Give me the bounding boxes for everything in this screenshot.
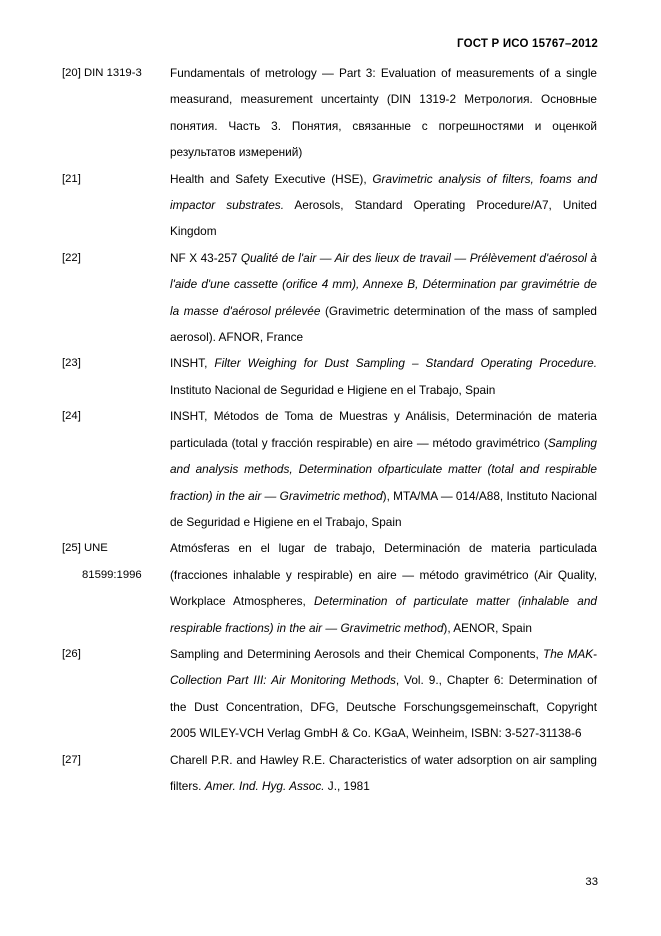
- page-header-standard-number: ГОСТ Р ИСО 15767–2012: [457, 38, 598, 50]
- entry-text: Atmósferas en el lugar de trabajo, Determinación de materia particulada (fracciones inhalable y respirable) en aire — método gravimétrico (Air Quality, Workplace Atmospheres, Determination of particulate matter (inhalable and respirable fractions) in the air — Gravimetric method), AENOR, Spain: [170, 541, 597, 635]
- entry-text: Health and Safety Executive (HSE), Gravimetric analysis of filters, foams and impactor substrates. Aerosols, Standard Operating Procedure/A7, United Kingdom: [170, 171, 597, 239]
- entry-text: INSHT, Métodos de Toma de Muestras y Análisis, Determinación de materia particulada (total y fracción respirable) en aire — método gravimétrico (Sampling and analysis methods, Determination ofparticulate matter (total and respirable fraction) in the air — Gravimetric method), MTA/MA — 014/A88, Instituto Nacional de Seguridad e Higiene en el Trabajo, Spain: [170, 409, 597, 529]
- entry-reference-line: [23]: [62, 357, 81, 370]
- entry-reference-line: [26]: [62, 647, 81, 660]
- entry-reference-line: [21]: [62, 172, 81, 185]
- entry-reference-number: [62, 60, 170, 86]
- entry-text: NF X 43-257 Qualité de l'air — Air des lieux de travail — Prélèvement d'aérosol à l'aide d'une cassette (orifice 4 mm), Annexe B, Détermination par gravimétrie de la masse d'aérosol prélevée (Gravimetric determination of the mass of sampled aerosol). AFNOR, France: [170, 250, 597, 345]
- entry-reference-number: [62, 747, 170, 773]
- entry-reference-number: [62, 350, 170, 376]
- entry-text: INSHT, Filter Weighing for Dust Sampling – Standard Operating Procedure. Instituto Nacional de Seguridad e Higiene en el Trabajo, Spain: [170, 356, 598, 397]
- bibliography-entry: [62, 641, 597, 747]
- entry-text: Fundamentals of metrology — Part 3: Evaluation of measurements of a single measurand, measurement uncertainty (DIN 1319-2 Метрология. Основные понятия. Часть 3. Понятия, связанные с погрешностями и оценкой результатов измерений): [170, 66, 597, 160]
- entry-text: Charell P.R. and Hawley R.E. Characteristics of water adsorption on air sampling filters. Amer. Ind. Hyg. Assoc. J., 1981: [170, 752, 597, 793]
- bibliography-entry: [62, 245, 597, 351]
- entry-reference-number: [62, 245, 170, 271]
- bibliography-entry: [62, 747, 597, 800]
- bibliography-entry: [62, 350, 597, 403]
- entry-reference-number: [62, 641, 170, 667]
- entry-reference-line: [24]: [62, 410, 81, 423]
- entry-reference-line: [27]: [62, 753, 81, 766]
- entry-reference-number: [62, 535, 170, 588]
- entry-reference-line: 81599:1996: [82, 568, 142, 581]
- bibliography-entry: [62, 166, 597, 245]
- bibliography-entry: [62, 60, 597, 166]
- entry-reference-line: [20] DIN 1319-3: [62, 67, 142, 79]
- bibliography-list: [62, 60, 597, 799]
- entry-reference-line: [22]: [62, 251, 81, 264]
- entry-reference-number: [62, 166, 170, 192]
- entry-reference-number: [62, 403, 170, 429]
- bibliography-entry: [62, 403, 597, 535]
- entry-reference-line: [25] UNE: [62, 542, 108, 555]
- entry-text: Sampling and Determining Aerosols and their Chemical Components, The MAK-Collection Part III: Air Monitoring Methods, Vol. 9., Chapter 6: Determination of the Dust Concentration, DFG, Deutsche Forschungsgemeinschaft, Copyright 2005 WILEY-VCH Verlag GmbH & Co. KGaA, Weinheim, ISBN: 3-527-31138-6: [170, 646, 597, 741]
- bibliography-entry: [62, 535, 597, 641]
- page-number: 33: [585, 876, 598, 888]
